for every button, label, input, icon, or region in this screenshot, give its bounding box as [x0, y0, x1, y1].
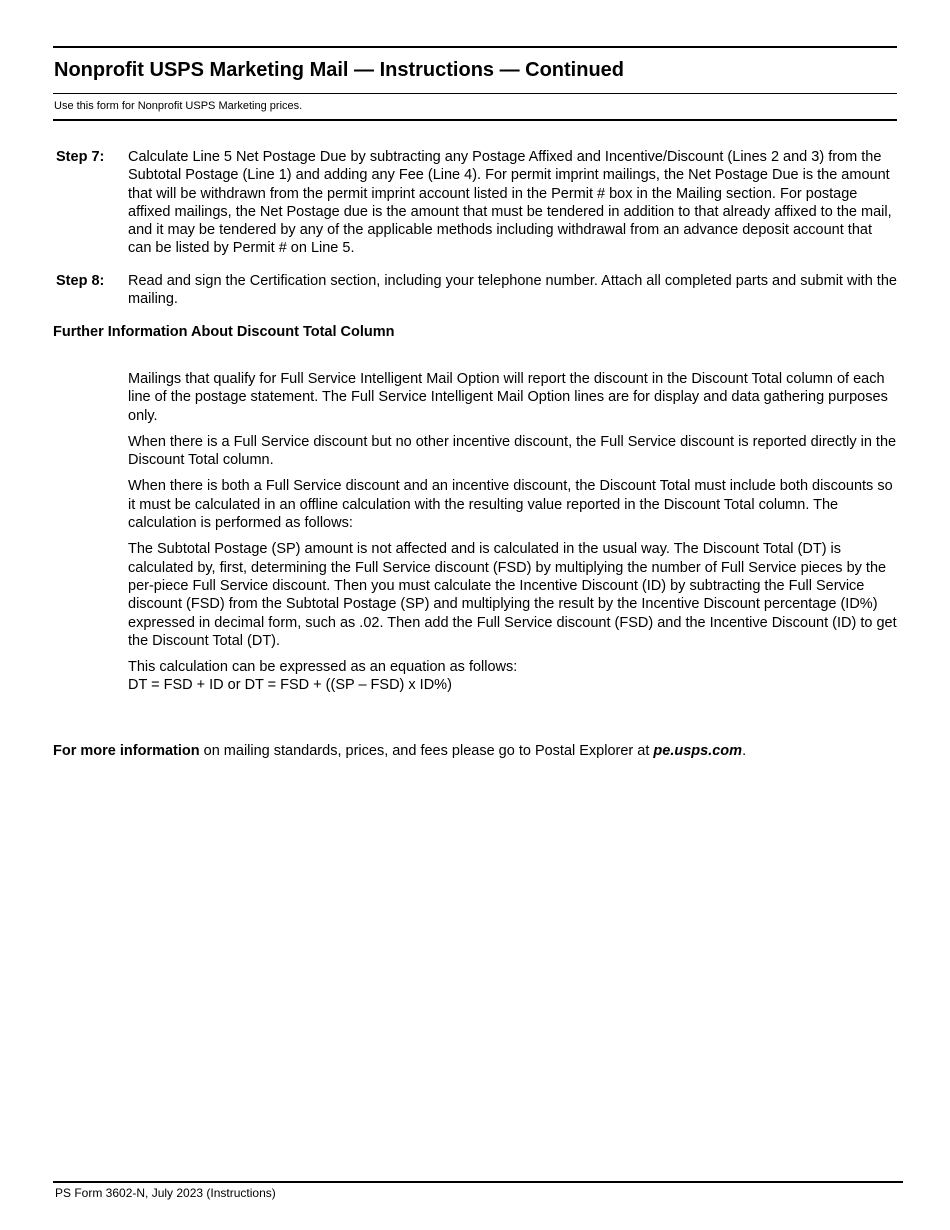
info-paragraph: Mailings that qualify for Full Service Intelligent Mail Option will report the discount in the Discount Total column of each line of the postage statement. The Full Service Intelligent Mail Option lines are for display and data gathering purposes only. [128, 371, 888, 424]
info-paragraph: When there is a Full Service discount but no other incentive discount, the Full Service discount is reported directly in the Discount Total column. [128, 433, 897, 469]
title-rule [53, 93, 897, 94]
header-rule [53, 119, 897, 121]
equation: DT = FSD + ID or DT = FSD + ((SP – FSD) x ID%) [128, 677, 452, 694]
step-8-label: Step 8: [56, 273, 105, 289]
equation-intro: This calculation can be expressed as an equation as follows: [128, 659, 518, 676]
more-info-note [53, 743, 746, 759]
more-info-end: . [742, 743, 747, 759]
discount-total-heading: Further Information About Discount Total Column [53, 324, 395, 340]
footer-rule [53, 1181, 903, 1183]
more-info-text: on mailing standards, prices, and fees please go to Postal Explorer at [199, 743, 654, 759]
postal-explorer-link[interactable]: pe.usps.com [653, 743, 743, 759]
page-title: Nonprofit USPS Marketing Mail — Instructions — Continued [54, 59, 625, 81]
step-7-label: Step 7: [56, 149, 105, 165]
more-info-lead: For more information [53, 743, 200, 759]
top-rule [53, 46, 897, 48]
form-identifier: PS Form 3602-N, July 2023 (Instructions) [55, 1186, 276, 1200]
step-8-text: Read and sign the Certification section, including your telephone number. Attach all completed parts and submit with the mailing. [128, 273, 897, 308]
step-7-text: Calculate Line 5 Net Postage Due by subtracting any Postage Affixed and Incentive/Discount (Lines 2 and 3) from the Subtotal Postage (Line 1) and adding any Fee (Line 4). For permit imprint mailings, the Net Postage Due is the amount that will be withdrawn from the permit imprint account listed in the Permit # box in the Mailing section. For postage affixed mailings, the Net Postage due is the amount that must be tendered in addition to that already affixed to the mail, and it may be tendered by any of the applicable methods including withdrawal from an advance deposit account that can be listed by Permit # on Line 5. [128, 149, 892, 257]
discount-total-info [128, 370, 898, 703]
info-paragraph: When there is both a Full Service discount and an incentive discount, the Discount Total must include both discounts so it must be calculated in an offline calculation with the resulting value reported in the Discount Total column. The calculation is performed as follows: [128, 478, 893, 532]
equation-block [128, 658, 898, 695]
page-subtitle: Use this form for Nonprofit USPS Marketing prices. [54, 100, 303, 112]
info-paragraph: The Subtotal Postage (SP) amount is not affected and is calculated in the usual way. The Discount Total (DT) is calculated by, first, determining the Full Service discount (FSD) by multiplying the number of Full Service pieces by the per-piece Full Service discount. Then you must calculate the Incentive Discount (ID) by subtracting the Full Service discount (FSD) from the Subtotal Postage (SP) and multiplying the result by the Incentive Discount percentage (ID%) expressed in decimal form, such as .02. Then add the Full Service discount (FSD) and the Incentive Discount (ID) to get the Discount Total (DT). [128, 541, 897, 649]
